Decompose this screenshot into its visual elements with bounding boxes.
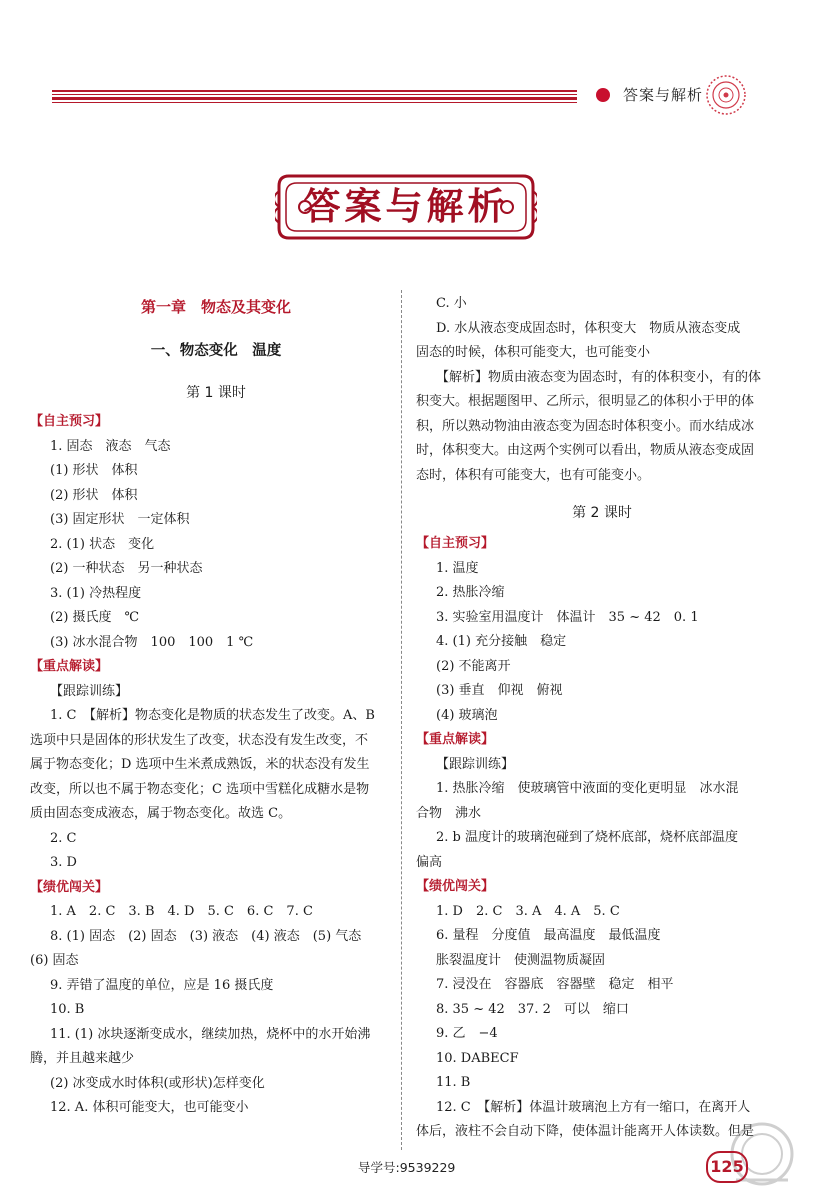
answer-line: 3. (1) 冷热程度 <box>50 585 142 601</box>
left-column <box>30 292 402 1121</box>
answer-line: 选项中只是固体的形状发生了改变，状态没有发生改变，不 <box>30 732 369 748</box>
answer-line: 11. (1) 冰块逐渐变成水，继续加热，烧杯中的水开始沸 <box>50 1026 371 1042</box>
answer-line: 9. 弄错了温度的单位，应是 16 摄氏度 <box>50 977 274 993</box>
answer-line: (6) 固态 <box>30 953 79 968</box>
answer-line: (3) 固定形状 一定体积 <box>50 512 190 527</box>
answer-line: 固态的时候，体积可能变大，也可能变小 <box>416 345 651 360</box>
answer-line: 1. 温度 <box>436 560 479 576</box>
answer-line: 腾，并且越来越少 <box>30 1051 135 1066</box>
right-answer-list-a <box>416 292 788 488</box>
answer-line: 时，体积变大。由这两个实例可以看出，物质从液态变成固 <box>416 443 755 458</box>
guide-number: 导学号:9539229 <box>358 1160 456 1175</box>
answer-line: 8. 35 ~ 42 37. 2 可以 缩口 <box>436 1001 629 1017</box>
section-tag: 【自主预习】 <box>416 536 495 551</box>
answer-line: 10. DABECF <box>436 1050 519 1066</box>
answer-line: 质由固态变成液态，属于物态变化。故选 C。 <box>30 806 292 821</box>
answer-line: 3. 实验室用温度计 体温计 35 ~ 42 0. 1 <box>436 609 699 625</box>
answer-line: 12. A. 体积可能变大，也可能变小 <box>50 1100 249 1115</box>
answer-line: (3) 冰水混合物 100 100 1 ℃ <box>50 634 254 650</box>
answer-line: 【跟踪训练】 <box>50 683 129 699</box>
chapter-title: 第一章 物态及其变化 <box>140 298 291 316</box>
lesson-title-2: 第 2 课时 <box>572 505 632 521</box>
answer-line: (3) 垂直 仰视 俯视 <box>436 683 563 698</box>
header-dot <box>596 88 610 102</box>
answer-line: 2. C <box>50 830 77 846</box>
answer-line: (2) 一种状态 另一种状态 <box>50 561 203 576</box>
answer-line: 体后，液柱不会自动下降，使体温计能离开人体读数。但是 <box>416 1124 755 1139</box>
answer-line: 【解析】物质由液态变为固态时，有的体积变小，有的体 <box>436 369 762 385</box>
answer-line: 4. (1) 充分接触 稳定 <box>436 634 567 649</box>
answer-line: 1. 热胀冷缩 使玻璃管中液面的变化更明显 冰水混 <box>436 781 739 796</box>
answer-line: 积，所以熟动物油由液态变为固态时体积变小。而水结成冰 <box>416 418 755 434</box>
answer-line: (1) 形状 体积 <box>50 463 138 478</box>
answer-line: 12. C 【解析】体温计玻璃泡上方有一缩口，在离开人 <box>436 1099 751 1115</box>
answer-line: 9. 乙 −4 <box>436 1026 498 1041</box>
page-number: 125 <box>706 1151 748 1183</box>
answer-line: 1. C 【解析】物态变化是物质的状态发生了改变。A、B <box>50 708 375 723</box>
answer-line: D. 水从液态变成固态时，体积变大 物质从液态变成 <box>436 320 741 336</box>
header-title: 答案与解析 <box>623 86 704 104</box>
section-title: 一、物态变化 温度 <box>150 343 282 359</box>
answer-line: 改变，所以也不属于物态变化；C 选项中雪糕化成糖水是物 <box>30 781 370 797</box>
answer-line: 2. (1) 状态 变化 <box>50 536 155 552</box>
answer-line: C. 小 <box>436 296 467 311</box>
answer-line: 7. 浸没在 容器底 容器壁 稳定 相平 <box>436 977 674 992</box>
section-tag: 【重点解读】 <box>30 659 109 674</box>
section-tag: 【自主预习】 <box>30 414 109 429</box>
decorative-emblem-icon <box>704 73 748 117</box>
answer-line: (2) 摄氏度 ℃ <box>50 610 140 625</box>
section-tag: 【重点解读】 <box>416 732 495 747</box>
answer-line: (2) 冰变成水时体积(或形状)怎样变化 <box>50 1075 265 1091</box>
header-rule <box>52 90 577 104</box>
answer-line: (4) 玻璃泡 <box>436 707 498 723</box>
answer-line: (2) 形状 体积 <box>50 487 138 503</box>
answer-line: (2) 不能离开 <box>436 658 511 674</box>
answer-line: 10. B <box>50 1002 85 1017</box>
section-tag: 【绩优闯关】 <box>416 879 495 894</box>
lesson-title: 第 1 课时 <box>186 385 246 401</box>
answer-line: 3. D <box>50 855 77 870</box>
answer-line: 胀裂温度计 使测温物质凝固 <box>436 952 606 968</box>
answer-line: 1. A 2. C 3. B 4. D 5. C 6. C 7. C <box>50 904 313 919</box>
answer-line: 合物 沸水 <box>416 805 482 821</box>
answer-line: 2. 热胀冷缩 <box>436 585 505 600</box>
answer-line: 积变大。根据题图甲、乙所示，很明显乙的体积小于甲的体 <box>416 394 755 409</box>
answer-line: 1. 固态 液态 气态 <box>50 438 171 454</box>
answer-line: 【跟踪训练】 <box>436 756 515 772</box>
answer-line: 1. D 2. C 3. A 4. A 5. C <box>436 903 620 919</box>
answer-line: 2. b 温度计的玻璃泡碰到了烧杯底部，烧杯底部温度 <box>436 830 738 845</box>
right-answer-list-b <box>416 532 788 1145</box>
title-banner <box>275 172 537 242</box>
answer-line: 偏高 <box>416 854 443 870</box>
right-column <box>416 292 788 1145</box>
answer-line: 6. 量程 分度值 最高温度 最低温度 <box>436 928 661 943</box>
answer-line: 属于物态变化；D 选项中生米煮成熟饭，米的状态没有发生 <box>30 757 370 772</box>
left-answer-list <box>30 410 402 1121</box>
answer-line: 11. B <box>436 1075 471 1090</box>
section-tag: 【绩优闯关】 <box>30 879 109 895</box>
answer-line: 8. (1) 固态 (2) 固态 (3) 液态 (4) 液态 (5) 气态 <box>50 928 362 944</box>
answer-line: 态时，体积有可能变大，也有可能变小。 <box>416 467 651 483</box>
banner-title: 答案与解析 <box>303 185 509 228</box>
